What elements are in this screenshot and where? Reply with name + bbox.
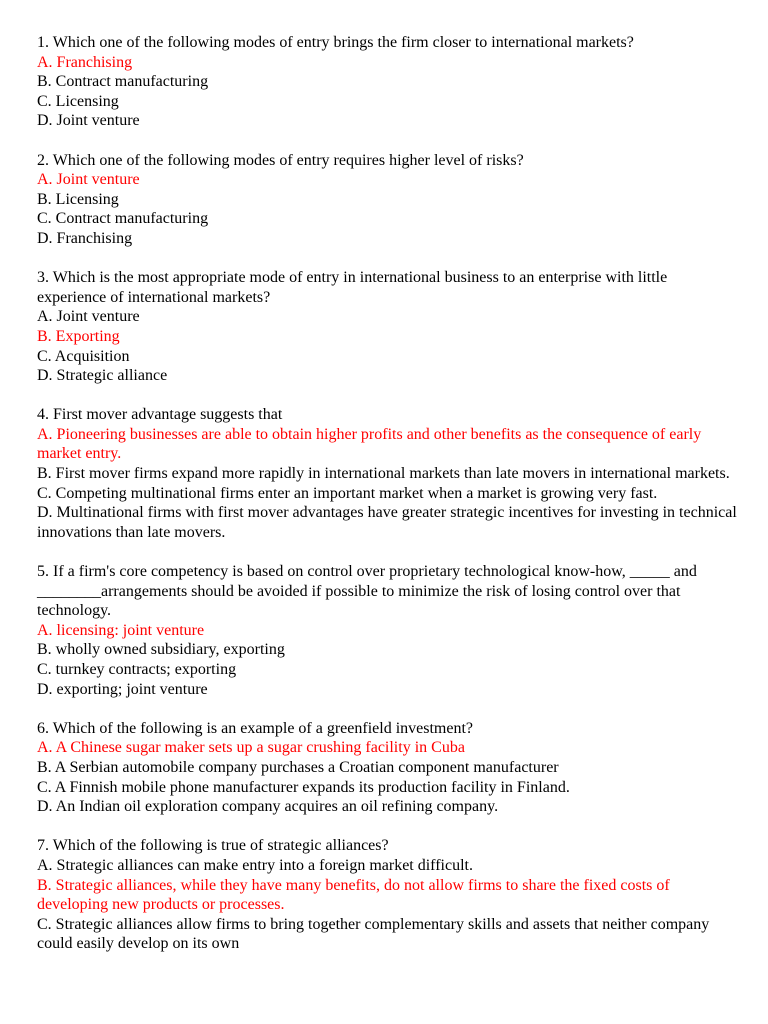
answer-option: B. A Serbian automobile company purchases a Croatian component manufacturer — [37, 758, 559, 776]
answer-option-correct: B. Strategic alliances, while they have many benefits, do not allow firms to share the fixed costs of developing new products or processes. — [37, 876, 670, 914]
question-block — [37, 268, 737, 386]
question-text: 6. Which of the following is an example of a greenfield investment? — [37, 719, 474, 737]
answer-option: B. wholly owned subsidiary, exporting — [37, 641, 285, 659]
answer-option: D. Franchising — [37, 229, 133, 247]
question-block — [37, 562, 737, 699]
question-block — [37, 405, 737, 542]
quiz-document — [37, 33, 737, 974]
answer-option: C. Competing multinational firms enter an important market when a market is growing very fast. — [37, 484, 658, 502]
answer-option-correct: A. Joint venture — [37, 171, 140, 189]
answer-option: B. First mover firms expand more rapidly in international markets than late movers in international markets. — [37, 465, 730, 483]
answer-option: D. An Indian oil exploration company acquires an oil refining company. — [37, 798, 499, 816]
answer-option: C. Contract manufacturing — [37, 210, 209, 228]
answer-option-correct: A. licensing: joint venture — [37, 621, 205, 639]
answer-option-correct: B. Exporting — [37, 327, 120, 345]
question-text: 7. Which of the following is true of strategic alliances? — [37, 837, 389, 855]
answer-option-correct: A. Pioneering businesses are able to obtain higher profits and other benefits as the consequence of early market entry. — [37, 425, 702, 463]
answer-option: C. Acquisition — [37, 347, 130, 365]
answer-option-correct: A. Franchising — [37, 53, 133, 71]
answer-option: B. Licensing — [37, 190, 119, 208]
question-block — [37, 33, 737, 131]
question-text: 4. First mover advantage suggests that — [37, 406, 283, 424]
question-block — [37, 151, 737, 249]
question-text: 3. Which is the most appropriate mode of entry in international business to an enterprise with little experience of international markets? — [37, 269, 668, 306]
answer-option: C. turnkey contracts; exporting — [37, 661, 237, 678]
answer-option: B. Contract manufacturing — [37, 73, 209, 91]
answer-option: D. Joint venture — [37, 112, 140, 130]
question-block — [37, 836, 737, 954]
answer-option: A. Strategic alliances can make entry into a foreign market difficult. — [37, 856, 473, 874]
answer-option: C. Strategic alliances allow firms to bring together complementary skills and assets that neither company could easily develop on its own — [37, 915, 710, 953]
question-text: 5. If a firm's core competency is based on control over proprietary technological know-how, _____ and ________arrangements should be avoided if possible to minimize the risk of losing control over that technology. — [37, 563, 697, 620]
answer-option: C. A Finnish mobile phone manufacturer expands its production facility in Finland. — [37, 778, 570, 796]
question-block — [37, 719, 737, 817]
answer-option: A. Joint venture — [37, 308, 140, 326]
answer-option: C. Licensing — [37, 92, 119, 110]
question-text: 2. Which one of the following modes of entry requires higher level of risks? — [37, 151, 524, 169]
answer-option-correct: A. A Chinese sugar maker sets up a sugar crushing facility in Cuba — [37, 739, 465, 757]
answer-option: D. Multinational firms with first mover advantages have greater strategic incentives for investing in technical innovations than late movers. — [37, 504, 737, 541]
answer-option: D. exporting; joint venture — [37, 680, 208, 698]
answer-option: D. Strategic alliance — [37, 367, 168, 385]
question-text: 1. Which one of the following modes of entry brings the firm closer to international markets? — [37, 34, 634, 51]
